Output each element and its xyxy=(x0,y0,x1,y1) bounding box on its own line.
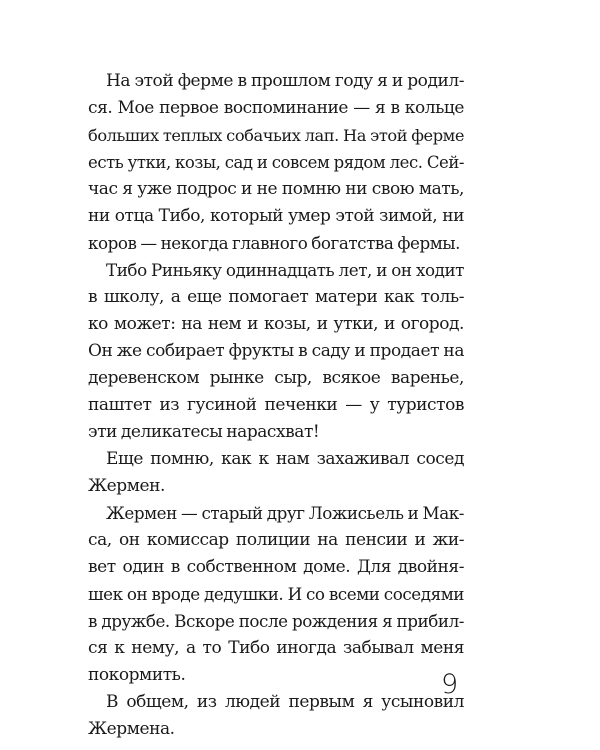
paragraph-5 xyxy=(88,689,464,743)
body-text xyxy=(88,68,464,743)
text-line: есть утки, козы, сад и совсем рядом лес. Сей- xyxy=(88,153,464,172)
text-line: в дружбе. Вскоре после рождения я прибил- xyxy=(88,611,464,631)
text-line: больших теплых собачьих лап. На этой ферме xyxy=(88,126,464,145)
paragraph-2 xyxy=(88,257,464,446)
text-line: в школу, а еще помогает матери как толь- xyxy=(88,287,464,307)
text-line: Еще помню, как к нам захаживал сосед xyxy=(106,449,464,469)
text-line: На этой ферме в прошлом году я и родил- xyxy=(106,71,464,91)
text-line: ко может: на нем и козы, и утки, и огород. xyxy=(88,314,464,334)
text-line: В общем, из людей первым я усыновил xyxy=(106,692,464,712)
text-line: Жермен. xyxy=(88,476,165,496)
text-line: Жермена. xyxy=(88,719,175,739)
paragraph-3 xyxy=(88,446,464,500)
text-line: паштет из гусиной печенки — у туристов xyxy=(88,395,464,415)
text-line: ни отца Тибо, который умер этой зимой, ни xyxy=(88,206,464,226)
paragraph-1 xyxy=(88,68,464,257)
text-line: Жермен — старый друг Ложисьель и Мак- xyxy=(106,503,464,523)
text-line: са, он комиссар полиции на пенсии и жи- xyxy=(88,530,464,550)
text-line: покормить. xyxy=(88,665,186,685)
text-line: эти деликатесы нарасхват! xyxy=(88,422,320,442)
text-line: вет один в собственном доме. Для двойня- xyxy=(88,557,464,577)
text-line: час я уже подрос и не помню ни свою мать, xyxy=(88,179,464,199)
text-line: шек он вроде дедушки. И со всеми соседями xyxy=(88,584,464,604)
text-line: Тибо Риньяку одиннадцать лет, и он ходит xyxy=(106,260,464,280)
text-line: Он же собирает фрукты в саду и продает на xyxy=(88,341,464,361)
text-line: ся. Мое первое воспоминание — я в кольце xyxy=(88,98,464,118)
text-line: ся к нему, а то Тибо иногда забывал меня xyxy=(88,638,464,658)
text-line: деревенском рынке сыр, всякое варенье, xyxy=(88,368,464,388)
page-number: 9 xyxy=(441,669,459,700)
text-line: коров — некогда главного богатства фермы. xyxy=(88,233,461,253)
paragraph-4 xyxy=(88,500,464,689)
